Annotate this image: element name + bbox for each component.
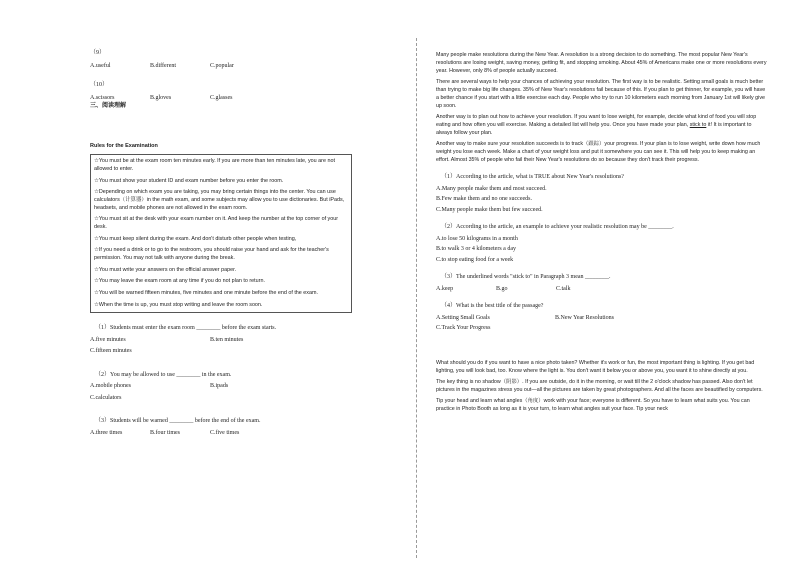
rules-question-2: [90, 372, 360, 407]
passage-paragraph: There are several ways to help your chances of achieving your resolution. The first way is to be realistic. Setting small goals is much better than trying to make big life changes. 35% of New Year's resolutions fail because of this. If you plan to get thinner, for example, you will have a better chance if you start with a little exercise each day. People who try to run 10 kilometers each morning from January 1st will likely give up soon.: [436, 79, 766, 110]
passage-paragraph: The key thing is no shadow（阴影）. If you are outside, do it in the morning, or wait till the 2 o'clock shadow has passed. Also don't let pictures in the magazines stress you out—all the pictures are taken by great photographers. And all the faces are beautified by computers.: [436, 378, 763, 393]
option-a: A.keep: [436, 285, 454, 292]
column-divider: [416, 38, 417, 558]
rule-item: ☆You must sit at the desk with your exam number on it. And keep the number at the top corner of your desk.: [94, 216, 339, 231]
question-stem: （3）Students will be warned ________ before the end of the exam.: [95, 418, 261, 425]
question-stem: （4）What is the best title of the passage?: [441, 303, 544, 310]
question-10-options: [90, 95, 360, 103]
question-10-number: （10）: [90, 82, 109, 88]
rules-title: Rules for the Examination: [90, 142, 158, 149]
question-stem: （3）The underlined words "stick to" in Paragraph 3 mean ________.: [441, 274, 611, 281]
passage-paragraph: Tip your head and learn what angles（角度）work with your face; everyone is different. So you have to learn what suits you. You can practice in Photo Booth as long as it is your turn, to learn what angles suit your face. Tip your neck: [436, 397, 750, 412]
option-b: B.go: [496, 285, 508, 292]
rules-question-1: [90, 325, 360, 360]
rule-item: ☆You may leave the exam room at any time if you do not plan to return.: [94, 278, 265, 285]
question-options: [90, 430, 360, 438]
rule-item: ☆You must write your answers on the official answer paper.: [94, 266, 237, 273]
option-a: A.Many people make them and most succeed.: [436, 185, 547, 192]
option-c: C.calculators: [90, 394, 122, 401]
option-c: C.Track Your Progress: [436, 325, 491, 332]
rule-item: ☆You must be at the exam room ten minutes early. If you are more than ten minutes late, you are not allowed to enter.: [94, 158, 335, 173]
passage-paragraph: [436, 113, 768, 137]
passage-paragraph: What should you do if you want to have a nice photo taken? Whether it's work or fun, the most important thing is lighting. If you get bad lighting, you will look bad, too. Know where the light is. You don't want it below you or above you, you want it to shine directly at you.: [436, 359, 755, 374]
question-stem: （2）You may be allowed to use ________ in the exam.: [95, 371, 232, 378]
option-c: C.talk: [556, 285, 571, 292]
option-c: C.Many people make them but few succeed.: [436, 206, 543, 213]
option-c: C.fifteen minutes: [90, 348, 132, 355]
question-stem: （2）According to the article, an example to achieve your realistic resolution may be ________.: [441, 224, 674, 231]
underlined-phrase: stick to: [689, 122, 707, 129]
option-c: C.five times: [210, 429, 240, 436]
option-a: A.five minutes: [90, 336, 126, 343]
rule-item: ☆You must keep silent during the exam. And don't disturb other people when testing,: [94, 235, 297, 242]
rules-question-3: [90, 418, 360, 437]
photo-passage: [436, 359, 768, 413]
question-9-number: （9）: [90, 50, 106, 56]
option-b: B.to walk 3 or 4 kilometers a day: [436, 246, 516, 253]
question-options: [436, 286, 768, 294]
option-b: B.different: [150, 62, 177, 69]
option-b: B.four times: [150, 429, 180, 436]
option-c: C.popular: [210, 62, 234, 69]
resolution-question-1: [436, 174, 768, 214]
option-b: B.Few make them and no one succeeds.: [436, 196, 532, 203]
passage-paragraph: Many people make resolutions during the New Year. A resolution is a strong decision to do something. The most popular New Year's resolutions are losing weight, saving money, getting fit, and stopping smoking. About 45% of Americans make one or more resolutions every year. However, only 8% of people actually succeed.: [436, 52, 767, 75]
option-a: A.three times: [90, 429, 123, 436]
rule-item: ☆You will be warned fifteen minutes, five minutes and one minute before the end of the exam.: [94, 290, 318, 297]
option-b: B.New Year Resolutions: [555, 314, 615, 321]
option-b: B.ipads: [210, 383, 229, 390]
question-options: [90, 383, 360, 406]
option-c: C.glasses: [210, 94, 233, 101]
paragraph-text: it! It is important to always follow your plan.: [436, 122, 752, 137]
rule-item: ☆If you need a drink or to go to the restroom, you should raise your hand and ask for the teacher's permission. You may not talk with anyone during the break.: [94, 247, 329, 262]
option-a: A.Setting Small Goals: [436, 314, 490, 321]
question-stem: （1）Students must enter the exam room ________ before the exam starts.: [95, 325, 277, 332]
resolution-question-3: [436, 274, 768, 293]
option-a: A.to lose 50 kilograms in a month: [436, 235, 518, 242]
rule-item: ☆You must show your student ID and exam number before you enter the room.: [94, 177, 284, 184]
option-a: A.mobile phones: [90, 383, 131, 390]
rule-item: ☆When the time is up, you must stop writing and leave the room soon.: [94, 301, 263, 308]
option-a: A.useful: [90, 62, 111, 69]
passage-paragraph: Another way to make sure your resolution succeeds is to track（跟踪）your progress. If your plan is to lose weight, write down how much weight you lose each week. Make a chart of your weight loss and put it somewhere you can see it. This will help you to keep making an effort. Almost 35% of people who fail their New Year's resolutions do so because they don't track their progress.: [436, 141, 761, 164]
question-9-options: [90, 63, 360, 71]
option-c: C.to stop eating food for a week: [436, 256, 514, 263]
question-options: [90, 337, 360, 360]
left-column: [90, 50, 360, 437]
rules-box: [90, 154, 352, 313]
option-b: B.ten minutes: [210, 336, 244, 343]
section-heading: 三、阅读理解: [90, 103, 127, 109]
question-options: [436, 315, 768, 323]
resolution-question-4: [436, 303, 768, 333]
paragraph-text: Another way is to plan out how to achieve your resolution. If you want to lose weight, for example, decide what kind of food you will stop eating and how often you will exercise. Making a detailed list will help you. Once you have made your plan,: [436, 114, 757, 129]
option-b: B.gloves: [150, 94, 172, 101]
resolution-question-2: [436, 224, 768, 264]
rule-item: ☆Depending on which exam you are taking, you may bring certain things into the center. You can use calculators（计算器）in the math exam, and some subjects may allow you to use dictionaries. But iPads, headsets, and mobile phones are not allowed in the exam room.: [94, 189, 345, 211]
question-stem: （1）According to the article, what is TRUE about New Year's resolutions?: [441, 174, 624, 181]
option-a: A.scissors: [90, 94, 115, 101]
right-column: [436, 51, 768, 416]
